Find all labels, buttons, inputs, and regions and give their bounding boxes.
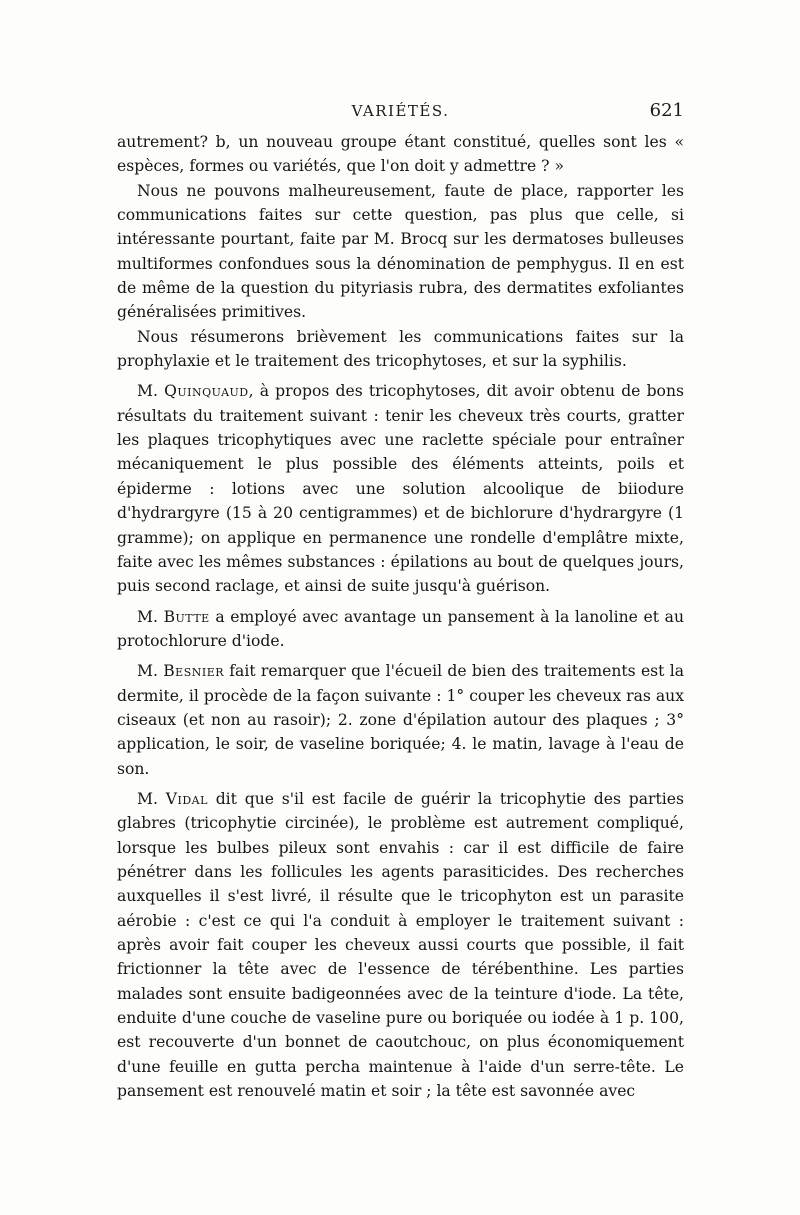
paragraph-besnier [117,659,684,781]
speaker-prefix: M. [137,662,164,681]
paragraph-text: dit que s'il est facile de guérir la tricophytie des parties glabres (tricophytie circinée), le problème est autrement compliqué, lorsque les bulbes pileux sont envahis : car il est difficile de faire pénétrer dans les follicules les agents parasiticides. Des recherches auxquelles il s'est livré, il résulte que le tricophyton est un parasite aérobie : c'est ce qui l'a conduit à employer le traitement suivant : après avoir fait couper les cheveux aussi courts que possible, il fait frictionner la tête avec de l'essence de térébenthine. Les parties malades sont ensuite badigeonnées avec de la teinture d'iode. La tête, enduite d'une couche de vaseline pure ou boriquée ou iodée à 1 p. 100, est recouverte d'un bonnet de caoutchouc, on plus économiquement d'une feuille en gutta percha maintenue à l'aide d'un serre-tête. Le pansement est renouvelé matin et soir ; la tête est savonnée avec [117,789,684,1101]
running-title: VARIÉTÉS. [351,102,450,120]
paragraph-text: autrement? b, un nouveau groupe étant constitué, quelles sont les « espèces, formes ou variétés, que l'on doit y admettre ? » [117,133,684,176]
speaker-prefix: M. [137,789,166,808]
speaker-name: Besnier [163,662,225,681]
speaker-name: Butte [163,607,210,626]
speaker-prefix: M. [137,607,164,626]
page-body [117,130,684,1103]
paragraph-text: , à propos des tricophytoses, dit avoir obtenu de bons résultats du traitement suivant : tenir les cheveux très courts, gratter les plaques tricophytiques avec une raclette spéciale pour entraîner mécaniquement le plus possible des éléments atteints, poils et épiderme : lotions avec une solution alcoolique de biiodure d'hydrargyre (15 à 20 centigrammes) et de bichlorure d'hydrargyre (1 gramme); on applique en permanence une rondelle d'emplâtre mixte, faite avec les mêmes substances : épilations au bout de quelques jours, puis second raclage, et ainsi de suite jusqu'à guérison. [117,382,684,596]
speaker-name: Quinquaud [164,382,249,401]
page-number: 621 [649,100,684,121]
paragraph-communications [117,179,684,325]
paragraph-summary [117,325,684,374]
paragraph-quinquaud [117,379,684,598]
speaker-name: Vidal [165,789,208,808]
paragraph-continued [117,130,684,179]
paragraph-vidal [117,787,684,1103]
paragraph-text: fait remarquer que l'écueil de bien des traitements est la dermite, il procède de la façon suivante : 1° couper les cheveux ras aux ciseaux (et non au rasoir); 2. zone d'épilation autour des plaques ; 3° application, le soir, de vaseline boriquée; 4. le matin, lavage à l'eau de son. [117,662,684,778]
paragraph-butte [117,605,684,654]
paragraph-text: a employé avec avantage un pansement à la lanoline et au protochlorure d'iode. [117,607,684,650]
page-header [117,100,684,124]
paragraph-text: Nous ne pouvons malheureusement, faute de place, rapporter les communications faites sur cette question, pas plus que celle, si intéressante pourtant, faite par M. Brocq sur les dermatoses bulleuses multiformes confondues sous la dénomination de pemphygus. Il en est de même de la question du pityriasis rubra, des dermatites exfoliantes généralisées primitives. [117,181,684,322]
speaker-prefix: M. [137,382,165,401]
paragraph-text: Nous résumerons brièvement les communications faites sur la prophylaxie et le traitement des tricophytoses, et sur la syphilis. [117,327,684,371]
